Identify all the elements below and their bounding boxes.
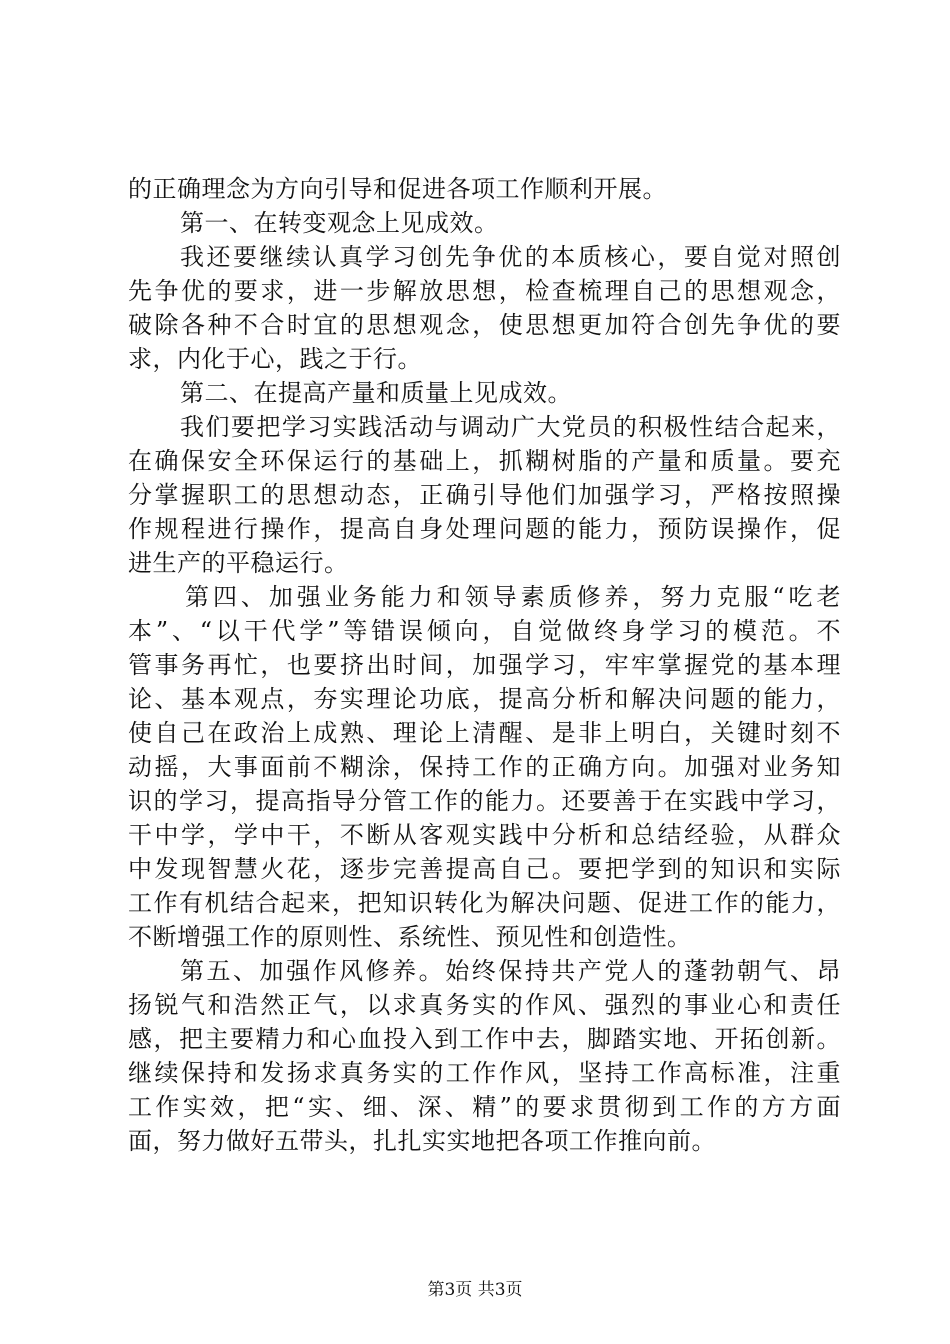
text-line: 在确保安全环保运行的基础上，抓糊树脂的产量和质量。要充 [128, 447, 841, 475]
text-line: 作规程进行操作，提高自身处理问题的能力，预防误操作，促 [128, 515, 841, 543]
text-line: 进生产的平稳运行。 [128, 549, 349, 577]
text-line: 感，把主要精力和心血投入到工作中去，脚踏实地、开拓创新。 [128, 1025, 841, 1053]
section-heading: 第四、加强业务能力和领导素质修养，努力克服“吃老 [185, 583, 841, 611]
text-line: 不断增强工作的原则性、系统性、预见性和创造性。 [128, 923, 692, 951]
section-heading: 第五、加强作风修养。始终保持共产党人的蓬勃朝气、昂 [180, 957, 841, 985]
text-line: 破除各种不合时宜的思想观念，使思想更加符合创先争优的要 [128, 311, 841, 339]
section-heading: 第二、在提高产量和质量上见成效。 [180, 379, 572, 407]
text-line: 求，内化于心，践之于行。 [128, 345, 422, 373]
text-line: 面，努力做好五带头，扎扎实实地把各项工作推向前。 [128, 1127, 716, 1155]
text-line: 动摇，大事面前不糊涂，保持工作的正确方向。加强对业务知 [128, 753, 841, 781]
text-line: 中发现智慧火花，逐步完善提高自己。要把学到的知识和实际 [128, 855, 841, 883]
text-line: 继续保持和发扬求真务实的工作作风，坚持工作高标准，注重 [128, 1059, 841, 1087]
text-line: 论、基本观点，夯实理论功底，提高分析和解决问题的能力， [128, 685, 841, 713]
text-line: 本”、“以干代学”等错误倾向，自觉做终身学习的模范。不 [128, 617, 841, 645]
page-number: 第3页 共3页 [427, 1280, 523, 1300]
text-line: 识的学习，提高指导分管工作的能力。还要善于在实践中学习， [128, 787, 841, 815]
text-line: 工作有机结合起来，把知识转化为解决问题、促进工作的能力， [128, 889, 841, 917]
text-line: 使自己在政治上成熟、理论上清醒、是非上明白，关键时刻不 [128, 719, 841, 747]
text-line: 干中学，学中干，不断从客观实践中分析和总结经验，从群众 [128, 821, 841, 849]
text-line: 管事务再忙，也要挤出时间，加强学习，牢牢掌握党的基本理 [128, 651, 841, 679]
section-heading: 第一、在转变观念上见成效。 [180, 209, 499, 237]
text-line: 分掌握职工的思想动态，正确引导他们加强学习，严格按照操 [128, 481, 841, 509]
text-line: 扬锐气和浩然正气，以求真务实的作风、强烈的事业心和责任 [128, 991, 841, 1019]
text-line: 我还要继续认真学习创先争优的本质核心，要自觉对照创 [180, 243, 841, 271]
text-line: 我们要把学习实践活动与调动广大党员的积极性结合起来， [180, 413, 841, 441]
text-line: 工作实效，把“实、细、深、精”的要求贯彻到工作的方方面 [128, 1093, 841, 1121]
text-line: 的正确理念为方向引导和促进各项工作顺利开展。 [128, 175, 667, 203]
text-line: 先争优的要求，进一步解放思想，检查梳理自己的思想观念， [128, 277, 841, 305]
